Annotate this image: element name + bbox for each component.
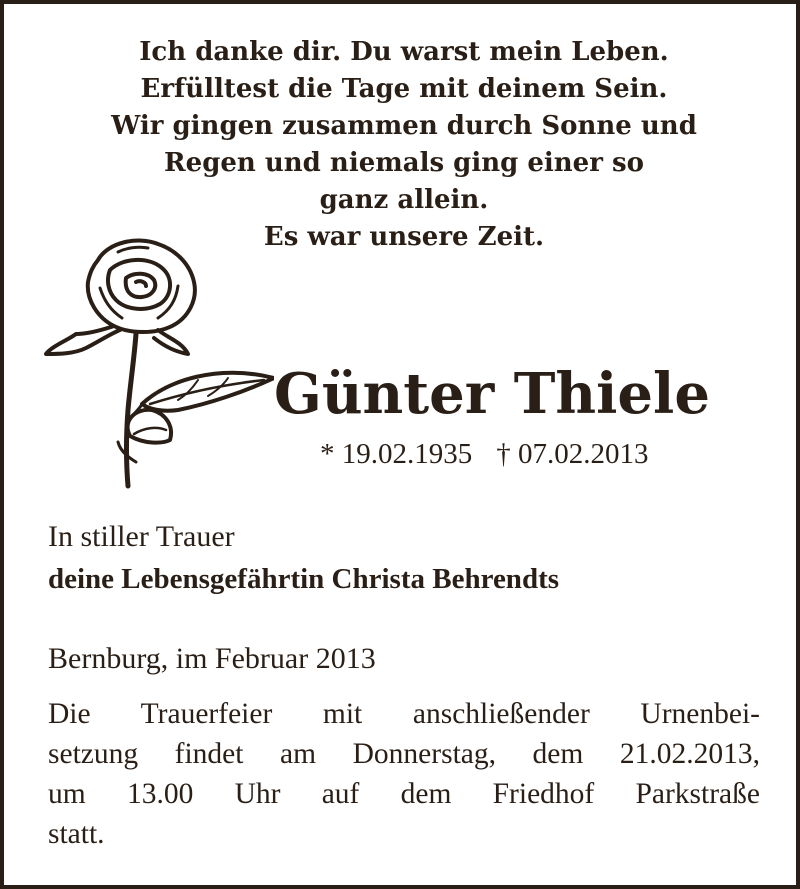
poem <box>4 34 800 256</box>
death-date: † 07.02.2013 <box>496 438 649 470</box>
poem-line: Wir gingen zusammen durch Sonne und <box>111 111 697 141</box>
poem-line: Erfülltest die Tage mit deinem Sein. <box>140 74 668 104</box>
deceased-name: Günter Thiele <box>274 361 710 427</box>
poem-line: ganz allein. <box>319 185 489 215</box>
poem-line: Es war unsere Zeit. <box>263 222 545 252</box>
mourner-name: deine Lebensgefährtin Christa Behrendts <box>48 563 560 595</box>
birth-date: * 19.02.1935 <box>320 438 473 470</box>
mourning-intro: In stiller Trauer <box>48 520 235 553</box>
place-date: Bernburg, im Februar 2013 <box>48 642 376 675</box>
service-line: statt. <box>48 818 105 850</box>
life-dates <box>320 436 649 472</box>
poem-line: Ich danke dir. Du warst mein Leben. <box>139 37 669 67</box>
rose-icon <box>38 230 274 492</box>
service-line: um 13.00 Uhr auf dem Friedhof Parkstraße <box>48 778 760 810</box>
service-line: Die Trauerfeier mit anschließender Urnenbei- <box>48 698 760 730</box>
service-line: setzung findet am Donnerstag, dem 21.02.2013, <box>48 738 760 770</box>
poem-line: Regen und niemals ging einer so <box>164 148 644 178</box>
funeral-service-info <box>48 694 760 854</box>
